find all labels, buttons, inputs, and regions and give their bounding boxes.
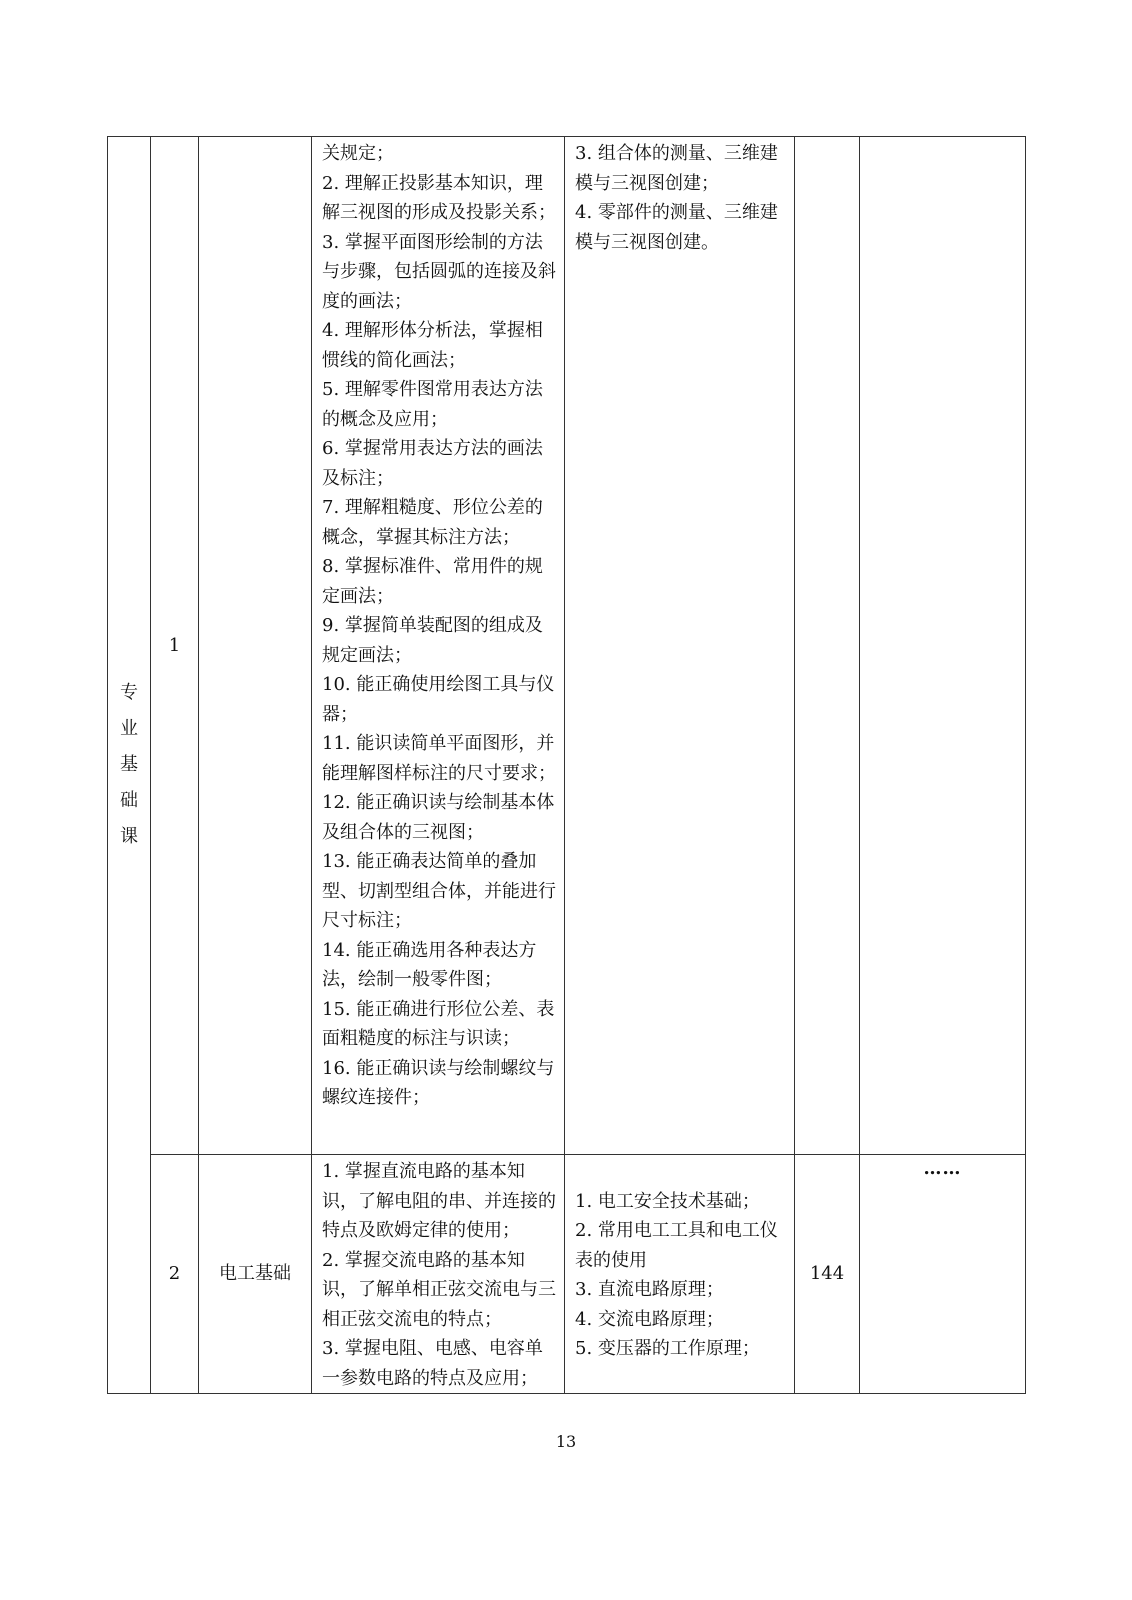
content-cell — [565, 137, 795, 1155]
list-item: 2. 常用电工工具和电工仪表的使用 — [575, 1220, 778, 1271]
category-char: 础 — [120, 790, 138, 811]
hours-cell — [795, 137, 860, 1155]
category-cell — [108, 137, 151, 1394]
list-item: 12. 能正确识读与绘制基本体及组合体的三视图； — [322, 792, 555, 843]
list-item: 9. 掌握简单装配图的组成及规定画法； — [322, 615, 543, 666]
list-item: 关规定； — [322, 143, 394, 164]
list-item: 7. 理解粗糙度、形位公差的概念，掌握其标注方法； — [322, 497, 543, 548]
list-item: 4. 理解形体分析法，掌握相惯线的简化画法； — [322, 320, 543, 371]
list-item: 3. 组合体的测量、三维建模与三视图创建； — [575, 143, 778, 194]
list-item: 1. 电工安全技术基础； — [575, 1190, 760, 1212]
list-item: 11. 能识读简单平面图形，并能理解图样标注的尺寸要求； — [322, 733, 556, 784]
category-char: 基 — [120, 754, 138, 775]
curriculum-table — [107, 136, 1026, 1394]
list-item: 8. 掌握标准件、常用件的规定画法； — [322, 556, 543, 607]
hours-cell: 144 — [795, 1155, 860, 1394]
list-item: 14. 能正确选用各种表达方法，绘制一般零件图； — [322, 939, 537, 990]
objectives-cell — [312, 1155, 565, 1394]
objectives-cell — [312, 137, 565, 1155]
list-item: 4. 零部件的测量、三维建模与三视图创建。 — [575, 202, 778, 253]
table-row — [108, 137, 1026, 1155]
list-item: 6. 掌握常用表达方法的画法及标注； — [322, 438, 543, 489]
list-item: 2. 掌握交流电路的基本知识，了解单相正弦交流电与三相正弦交流电的特点； — [322, 1249, 556, 1330]
table-row — [108, 1155, 1026, 1394]
row-number-cell: 1 — [151, 137, 199, 1155]
notes-cell — [860, 137, 1026, 1155]
list-item: 15. 能正确进行形位公差、表面粗糙度的标注与识读； — [322, 998, 555, 1049]
course-name-cell: 电工基础 — [199, 1155, 312, 1394]
list-item: 10. 能正确使用绘图工具与仪器； — [322, 674, 555, 725]
content-cell — [565, 1155, 795, 1394]
notes-cell — [860, 1155, 1026, 1394]
list-item: 5. 理解零件图常用表达方法的概念及应用； — [322, 379, 543, 430]
list-item: 13. 能正确表达简单的叠加型、切割型组合体，并能进行尺寸标注； — [322, 851, 556, 931]
row-number-cell: 2 — [151, 1155, 199, 1394]
list-item: 3. 掌握平面图形绘制的方法与步骤，包括圆弧的连接及斜度的画法； — [322, 231, 556, 312]
list-item: 3. 掌握电阻、电感、电容单一参数电路的特点及应用； — [322, 1338, 543, 1389]
category-char: 专 — [120, 682, 138, 703]
list-item: 2. 理解正投影基本知识，理解三视图的形成及投影关系； — [322, 172, 556, 223]
list-item: 3. 直流电路原理； — [575, 1279, 724, 1300]
list-item: 4. 交流电路原理； — [575, 1308, 724, 1330]
category-char: 课 — [120, 826, 138, 847]
list-item: 1. 掌握直流电路的基本知识，了解电阻的串、并连接的特点及欧姆定律的使用； — [322, 1161, 556, 1241]
category-char: 业 — [120, 718, 138, 739]
notes-ellipsis: …… — [923, 1158, 962, 1179]
list-item: 16. 能正确识读与绘制螺纹与螺纹连接件； — [322, 1057, 555, 1108]
list-item: 5. 变压器的工作原理； — [575, 1338, 760, 1359]
page-number: 13 — [555, 1432, 577, 1451]
course-name-cell — [199, 137, 312, 1155]
